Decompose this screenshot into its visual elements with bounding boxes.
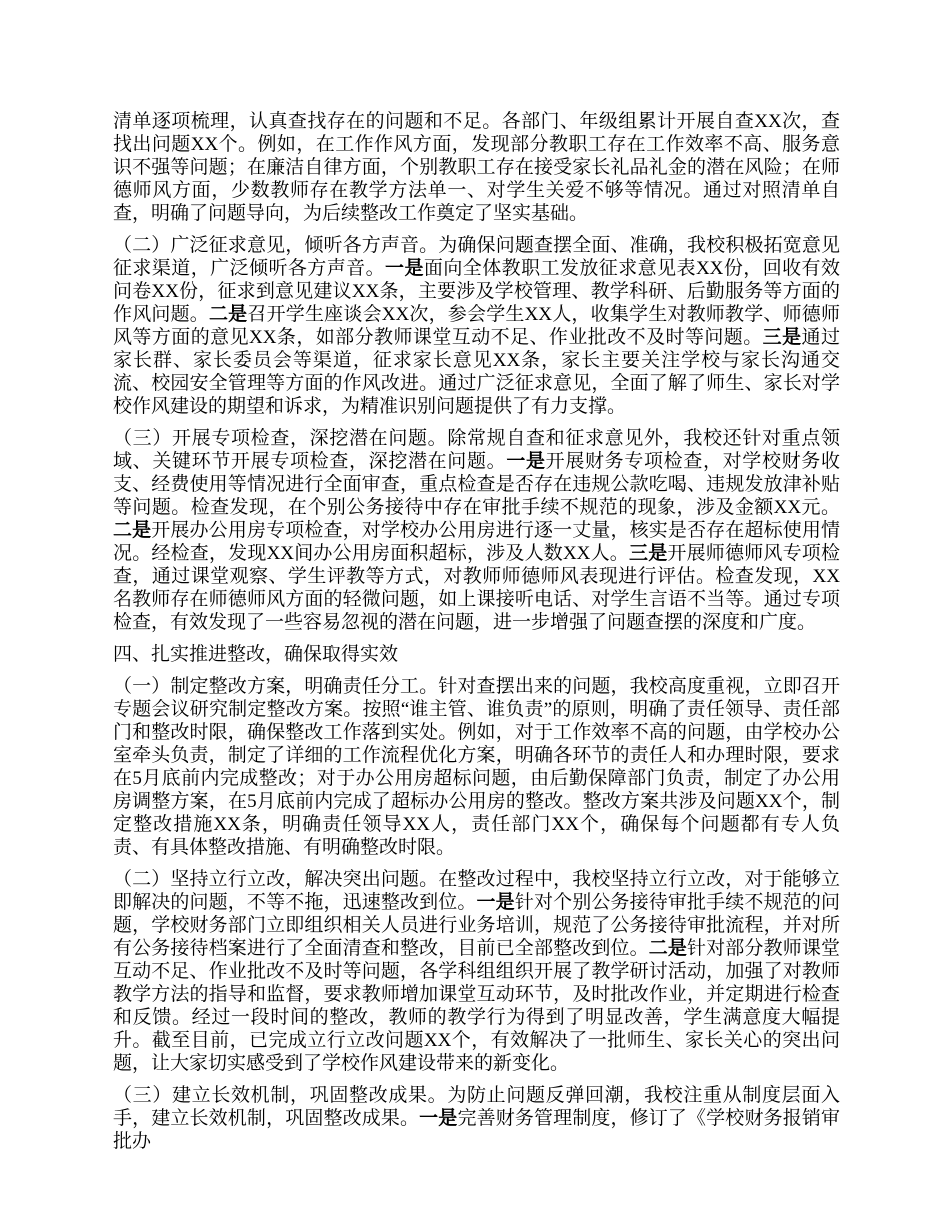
text-run: （三）开展专项检查，深挖潜在问题。除常规自查和征求意见外，我校还针对重点领域、关键环节开展专项检查，深挖潜在问题。	[113, 428, 840, 472]
para-self-check-continuation	[113, 110, 840, 225]
text-run-bold-second: 二是	[648, 938, 688, 959]
text-run: 清单逐项梳理，认真查找存在的问题和不足。各部门、年级组累计开展自查XX次，查找出问题XX个。例如，在工作作风方面，发现部分教职工存在工作效率不高、服务意识不强等问题；在廉洁自律方面，个别教职工存在接受家长礼品礼金的潜在风险；在师德师风方面，少数教师存在教学方法单一、对学生关爱不够等情况。通过对照清单自查，明确了问题导向，为后续整改工作奠定了坚实基础。	[113, 111, 840, 224]
text-run: 开展办公用房专项检查，对学校办公用房进行逐一丈量，核实是否存在超标使用情况。经检查，发现XX间办公用房面积超标，涉及人数XX人。	[113, 520, 840, 564]
text-run-bold-third: 三是	[762, 327, 802, 348]
text-run: 面向全体教职工发放征求意见表XX份，回收有效问卷XX份，征求到意见建议XX条，主要涉及学校管理、教学科研、后勤服务等方面的作风问题。	[113, 258, 840, 325]
para-immediate-rectification	[113, 868, 840, 1075]
text-run: （二）广泛征求意见，倾听各方声音。为确保问题查摆全面、准确，我校积极拓宽意见征求渠道，广泛倾听各方声音。	[113, 235, 840, 279]
text-run: （三）建立长效机制，巩固整改成果。为防止问题反弹回潮，我校注重从制度层面入手，建立长效机制，巩固整改成果。	[113, 1085, 840, 1129]
document-body	[113, 110, 840, 1153]
text-run-bold-second: 二是	[208, 304, 248, 325]
text-run: 完善财务管理制度，修订了《学校财务报销审批办	[113, 1108, 840, 1152]
text-run: 针对部分教师课堂互动不足、作业批改不及时等问题，各学科组组织开展了教学研讨活动，加强了对教师教学方法的指导和监督，要求教师增加课堂互动环节，及时批改作业，并定期进行检查和反馈。经过一段时间的整改，教师的教学行为得到了明显改善，学生满意度大幅提升。截至目前，已完成立行立改问题XX个，有效解决了一批师生、家长关心的突出问题，让大家切实感受到了学校作风建设带来的新变化。	[113, 938, 840, 1074]
text-run: （一）制定整改方案，明确责任分工。针对查摆出来的问题，我校高度重视，立即召开专题会议研究制定整改方案。按照“谁主管、谁负责”的原则，明确了责任领导、责任部门和整改时限，确保整改工作落到实处。例如，对于工作效率不高的问题，由学校办公室牵头负责，制定了详细的工作流程优化方案，明确各环节的责任人和办理时限，要求在5月底前内完成整改；对于办公用房超标问题，由后勤保障部门负责，制定了办公用房调整方案，在5月底前内完成了超标办公用房的整改。整改方案共涉及问题XX个，制定整改措施XX条，明确责任领导XX人，责任部门XX个，确保每个问题都有专人负责、有具体整改措施、有明确整改时限。	[113, 676, 840, 858]
para-special-inspections	[113, 427, 840, 634]
text-run-bold-first: 一是	[506, 451, 546, 472]
text-run: 开展师德师风专项检查，通过课堂观察、学生评教等方式，对教师师德师风表现进行评估。检查发现，XX名教师存在师德师风方面的轻微问题，如上课接听电话、对学生言语不当等。通过专项检查，有效发现了一些容易忽视的潜在问题，进一步增强了问题查摆的深度和广度。	[113, 543, 840, 633]
heading-text: 四、扎实推进整改，确保取得实效	[113, 644, 399, 665]
text-run: 召开学生座谈会XX次，参会学生XX人，收集学生对教师教学、师德师风等方面的意见XX条，如部分教师课堂互动不足、作业批改不及时等问题。	[113, 304, 840, 348]
para-rectification-plan	[113, 675, 840, 859]
text-run-bold-first: 一是	[419, 1108, 458, 1129]
section-heading-four	[113, 643, 840, 666]
para-long-term-mechanism	[113, 1084, 840, 1153]
text-run: 开展财务专项检查，对学校财务收支、经费使用等情况进行全面审查，重点检查是否存在违规公款吃喝、违规发放津补贴等问题。检查发现，在个别公务接待中存在审批手续不规范的现象，涉及金额XX元。	[113, 451, 840, 518]
text-run-bold-first: 一是	[476, 892, 515, 913]
text-run-bold-third: 三是	[629, 543, 668, 564]
text-run-bold-second: 二是	[113, 520, 152, 541]
para-solicit-opinions	[113, 234, 840, 418]
text-run-bold-first: 一是	[385, 258, 424, 279]
text-run: （二）坚持立行立改，解决突出问题。在整改过程中，我校坚持立行立改，对于能够立即解决的问题，不等不拖，迅速整改到位。	[113, 869, 840, 913]
text-run: 通过家长群、家长委员会等渠道，征求家长意见XX条，家长主要关注学校与家长沟通交流、校园安全管理等方面的作风改进。通过广泛征求意见，全面了解了师生、家长对学校作风建设的期望和诉求，为精准识别问题提供了有力支撑。	[113, 327, 840, 417]
text-run: 针对个别公务接待审批手续不规范的问题，学校财务部门立即组织相关人员进行业务培训，规范了公务接待审批流程，并对所有公务接待档案进行了全面清查和整改，目前已全部整改到位。	[113, 892, 840, 959]
